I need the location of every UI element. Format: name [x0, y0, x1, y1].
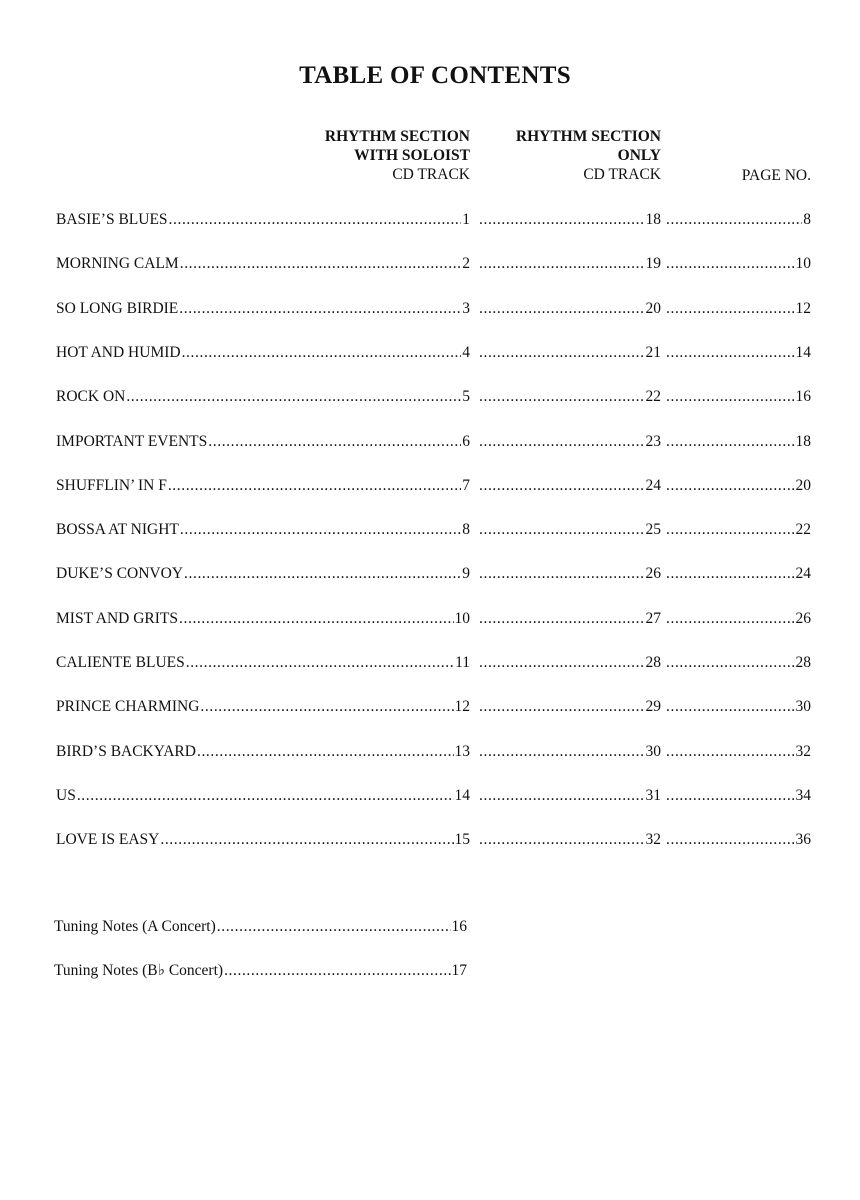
soloist-track-cell	[56, 519, 470, 541]
dot-leader	[186, 652, 454, 674]
entry-number: 12	[454, 698, 470, 715]
dot-leader	[479, 475, 645, 497]
dot-leader	[479, 652, 645, 674]
entry-number: 25	[645, 521, 661, 538]
toc-row	[0, 209, 860, 231]
entry-title: IMPORTANT EVENTS	[56, 433, 208, 450]
soloist-track-cell	[56, 696, 470, 718]
entry-title: DUKE’S CONVOY	[56, 565, 184, 582]
entry-title: BOSSA AT NIGHT	[56, 521, 179, 538]
header-soloist-line3: CD TRACK	[392, 166, 470, 183]
dot-leader	[666, 785, 795, 807]
dot-leader	[479, 298, 645, 320]
soloist-track-cell	[56, 563, 470, 585]
toc-row	[0, 386, 860, 408]
entry-number: 22	[645, 388, 661, 405]
entry-number: 34	[795, 787, 811, 804]
dot-leader	[479, 829, 645, 851]
toc-row	[0, 563, 860, 585]
entry-number: 15	[454, 831, 470, 848]
entry-number: 36	[795, 831, 811, 848]
entry-number: 21	[645, 344, 661, 361]
dot-leader	[479, 741, 645, 763]
dot-leader	[197, 741, 454, 763]
entry-number: 16	[451, 918, 467, 935]
rhythm-track-cell	[478, 431, 661, 453]
rhythm-track-cell	[478, 785, 661, 807]
dot-leader	[666, 563, 795, 585]
page-number-cell	[665, 386, 811, 408]
dot-leader	[479, 696, 645, 718]
entry-number: 28	[795, 654, 811, 671]
rhythm-track-cell	[478, 519, 661, 541]
entry-number: 10	[795, 255, 811, 272]
header-rhythm-cd-track	[470, 127, 661, 184]
toc-row	[0, 298, 860, 320]
dot-leader	[168, 475, 461, 497]
soloist-track-cell	[56, 342, 470, 364]
soloist-track-cell	[56, 298, 470, 320]
header-rhythm-line3: CD TRACK	[583, 166, 661, 183]
header-soloist-line1: RHYTHM SECTION	[324, 128, 470, 145]
entry-number: 7	[462, 477, 470, 494]
entry-number: 19	[645, 255, 661, 272]
toc-row	[0, 342, 860, 364]
dot-leader	[666, 696, 795, 718]
entry-number: 17	[451, 962, 467, 979]
tuning-row	[0, 960, 860, 982]
page-number-cell	[665, 431, 811, 453]
toc-row	[0, 785, 860, 807]
dot-leader	[224, 960, 450, 982]
entry-title: LOVE IS EASY	[56, 831, 160, 848]
dot-leader	[180, 519, 461, 541]
entry-number: 26	[795, 610, 811, 627]
header-rhythm-line2: ONLY	[617, 147, 661, 164]
entry-title: CALIENTE BLUES	[56, 654, 185, 671]
entry-number: 9	[462, 565, 470, 582]
entry-title: Tuning Notes (B♭ Concert)	[54, 962, 224, 979]
soloist-track-cell	[56, 652, 470, 674]
header-page-label: PAGE NO.	[741, 167, 811, 184]
entry-title: BASIE’S BLUES	[56, 211, 168, 228]
entry-title: US	[56, 787, 76, 804]
entry-number: 1	[462, 211, 470, 228]
dot-leader	[666, 209, 802, 231]
entry-number: 20	[795, 477, 811, 494]
entry-number: 30	[645, 743, 661, 760]
toc-row	[0, 829, 860, 851]
entry-number: 31	[645, 787, 661, 804]
entry-number: 8	[803, 211, 811, 228]
dot-leader	[479, 386, 645, 408]
soloist-track-cell	[56, 475, 470, 497]
dot-leader	[479, 785, 645, 807]
page-number-cell	[665, 785, 811, 807]
entry-number: 32	[795, 743, 811, 760]
dot-leader	[126, 386, 461, 408]
dot-leader	[666, 519, 795, 541]
toc-row	[0, 475, 860, 497]
rhythm-track-cell	[478, 652, 661, 674]
entry-number: 13	[454, 743, 470, 760]
dot-leader	[182, 342, 462, 364]
rhythm-track-cell	[478, 209, 661, 231]
dot-leader	[666, 652, 795, 674]
page-number-cell	[665, 741, 811, 763]
page-number-cell	[665, 652, 811, 674]
page-number-cell	[665, 829, 811, 851]
toc-row	[0, 608, 860, 630]
rhythm-track-cell	[478, 253, 661, 275]
dot-leader	[200, 696, 453, 718]
toc-row	[0, 741, 860, 763]
entry-number: 3	[462, 300, 470, 317]
dot-leader	[666, 608, 795, 630]
entry-title: Tuning Notes (A Concert)	[54, 918, 216, 935]
dot-leader	[169, 209, 462, 231]
entry-number: 11	[455, 654, 470, 671]
rhythm-track-cell	[478, 608, 661, 630]
dot-leader	[666, 741, 795, 763]
dot-leader	[77, 785, 454, 807]
entry-number: 26	[645, 565, 661, 582]
soloist-track-cell	[56, 741, 470, 763]
entry-title: MIST AND GRITS	[56, 610, 179, 627]
entry-title: MORNING CALM	[56, 255, 179, 272]
dot-leader	[179, 608, 453, 630]
soloist-track-cell	[56, 829, 470, 851]
page-number-cell	[665, 475, 811, 497]
header-rhythm-line1: RHYTHM SECTION	[515, 128, 661, 145]
page-number-cell	[665, 563, 811, 585]
page-number-cell	[665, 696, 811, 718]
soloist-track-cell	[56, 608, 470, 630]
rhythm-track-cell	[478, 386, 661, 408]
header-page-no	[680, 166, 811, 185]
entry-number: 29	[645, 698, 661, 715]
page-title: TABLE OF CONTENTS	[299, 62, 571, 89]
header-soloist-cd-track	[280, 127, 470, 184]
dot-leader	[479, 563, 645, 585]
soloist-track-cell	[56, 209, 470, 231]
entry-number: 2	[462, 255, 470, 272]
header-soloist-line2: WITH SOLOIST	[354, 147, 470, 164]
entry-title: SHUFFLIN’ IN F	[56, 477, 167, 494]
entry-number: 22	[795, 521, 811, 538]
entry-number: 10	[454, 610, 470, 627]
dot-leader	[479, 253, 645, 275]
toc-row	[0, 253, 860, 275]
dot-leader	[160, 829, 453, 851]
entry-number: 32	[645, 831, 661, 848]
dot-leader	[666, 386, 795, 408]
entry-number: 28	[645, 654, 661, 671]
entry-number: 16	[795, 388, 811, 405]
entry-number: 12	[795, 300, 811, 317]
page-number-cell	[665, 342, 811, 364]
entry-number: 8	[462, 521, 470, 538]
tuning-row	[0, 916, 860, 938]
entry-number: 23	[645, 433, 661, 450]
entry-number: 6	[462, 433, 470, 450]
dot-leader	[479, 431, 645, 453]
entry-number: 4	[462, 344, 470, 361]
entry-title: HOT AND HUMID	[56, 344, 181, 361]
rhythm-track-cell	[478, 298, 661, 320]
entry-number: 18	[645, 211, 661, 228]
toc-row	[0, 652, 860, 674]
dot-leader	[180, 253, 462, 275]
page-number-cell	[665, 209, 811, 231]
dot-leader	[666, 475, 795, 497]
rhythm-track-cell	[478, 563, 661, 585]
dot-leader	[666, 342, 795, 364]
entry-number: 24	[795, 565, 811, 582]
entry-number: 30	[795, 698, 811, 715]
dot-leader	[479, 342, 645, 364]
toc-row	[0, 519, 860, 541]
entry-title: BIRD’S BACKYARD	[56, 743, 196, 760]
entry-title: PRINCE CHARMING	[56, 698, 200, 715]
toc-row	[0, 696, 860, 718]
entry-number: 20	[645, 300, 661, 317]
dot-leader	[179, 298, 461, 320]
dot-leader	[479, 608, 645, 630]
entry-number: 14	[795, 344, 811, 361]
tuning-track-cell	[54, 960, 467, 982]
dot-leader	[666, 253, 795, 275]
entry-number: 24	[645, 477, 661, 494]
rhythm-track-cell	[478, 829, 661, 851]
toc-row	[0, 431, 860, 453]
page-number-cell	[665, 608, 811, 630]
soloist-track-cell	[56, 386, 470, 408]
entry-number: 18	[795, 433, 811, 450]
rhythm-track-cell	[478, 696, 661, 718]
dot-leader	[666, 298, 795, 320]
dot-leader	[217, 916, 451, 938]
rhythm-track-cell	[478, 342, 661, 364]
dot-leader	[479, 519, 645, 541]
page-number-cell	[665, 519, 811, 541]
page-number-cell	[665, 253, 811, 275]
soloist-track-cell	[56, 431, 470, 453]
entry-title: SO LONG BIRDIE	[56, 300, 179, 317]
soloist-track-cell	[56, 253, 470, 275]
entry-number: 14	[454, 787, 470, 804]
dot-leader	[666, 431, 795, 453]
dot-leader	[208, 431, 461, 453]
entry-number: 5	[462, 388, 470, 405]
soloist-track-cell	[56, 785, 470, 807]
rhythm-track-cell	[478, 475, 661, 497]
dot-leader	[479, 209, 645, 231]
dot-leader	[666, 829, 795, 851]
rhythm-track-cell	[478, 741, 661, 763]
entry-number: 27	[645, 610, 661, 627]
entry-title: ROCK ON	[56, 388, 126, 405]
tuning-track-cell	[54, 916, 467, 938]
page-number-cell	[665, 298, 811, 320]
dot-leader	[184, 563, 461, 585]
